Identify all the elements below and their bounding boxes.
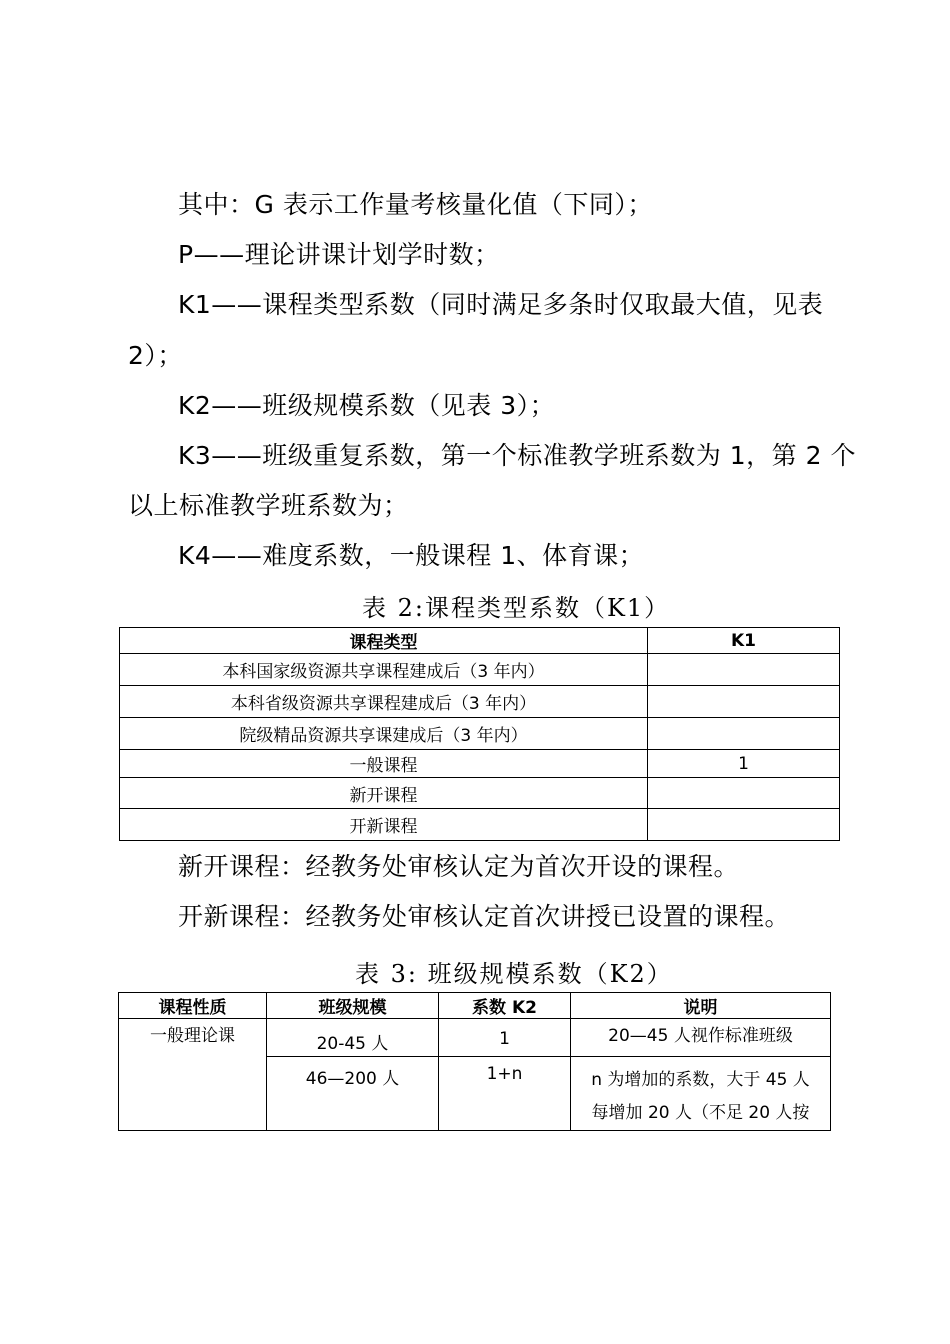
table3-desc-line: 每增加 20 人（不足 20 人按 [591,1103,810,1123]
table2-cell-type: 本科省级资源共享课程建成后（3 年内） [120,686,648,718]
table-row [120,718,840,750]
table2-course-type-coefficient [119,627,840,841]
table3-cell-desc: 20—45 人视作标准班级 [571,1019,831,1057]
table-row [120,750,840,778]
table2-cell-k1 [648,718,840,750]
paragraph-p-definition: P——理论讲课计划学时数； [178,240,500,269]
table2-caption: 表 2:课程类型系数（K1） [362,594,671,622]
table2-cell-type: 新开课程 [120,778,648,809]
table3-header-description: 说明 [571,993,831,1019]
table-row [120,686,840,718]
table-row [120,778,840,809]
paragraph-k3-definition: K3——班级重复系数，第一个标准教学班系数为 1，第 2 个 [178,441,856,470]
table3-header-course-nature: 课程性质 [119,993,267,1019]
paragraph-k2-definition: K2——班级规模系数（见表 3）； [178,391,556,420]
table-row [120,654,840,686]
table2-header-k1: K1 [648,628,840,654]
table3-cell-desc [571,1057,831,1131]
table3-cell-size: 20-45 人 [267,1019,439,1057]
table2-cell-type: 开新课程 [120,809,648,841]
table3-cell-course-type: 一般理论课 [119,1019,267,1131]
table2-cell-type: 一般课程 [120,750,648,778]
paragraph-g-definition: 其中：G 表示工作量考核量化值（下同）； [178,190,653,219]
table2-cell-k1 [648,654,840,686]
note-new-course: 新开课程：经教务处审核认定为首次开设的课程。 [178,852,740,881]
table2-cell-k1 [648,809,840,841]
table3-desc-line: n 为增加的系数，大于 45 人 [591,1070,810,1090]
table3-header-k2: 系数 K2 [439,993,571,1019]
paragraph-k3-definition-cont: 以上标准教学班系数为； [128,491,409,520]
note-newly-taught-course: 开新课程：经教务处审核认定首次讲授已设置的课程。 [178,902,791,931]
table-row [119,1019,831,1057]
paragraph-k1-definition-cont: 2）； [128,341,183,370]
table3-cell-coef: 1+n [439,1057,571,1131]
table2-header-course-type: 课程类型 [120,628,648,654]
table3-header-class-size: 班级规模 [267,993,439,1019]
table-row [120,809,840,841]
table2-cell-k1 [648,686,840,718]
table3-cell-coef: 1 [439,1019,571,1057]
table2-cell-type: 院级精品资源共享课建成后（3 年内） [120,718,648,750]
table2-cell-k1 [648,778,840,809]
table3-cell-size: 46—200 人 [267,1057,439,1131]
paragraph-k1-definition: K1——课程类型系数（同时满足多条时仅取最大值，见表 [178,290,824,319]
table3-class-size-coefficient [118,992,831,1131]
paragraph-k4-definition: K4——难度系数，一般课程 1、体育课； [178,541,645,570]
table2-cell-type: 本科国家级资源共享课程建成后（3 年内） [120,654,648,686]
table2-cell-k1: 1 [648,750,840,778]
table3-caption: 表 3: 班级规模系数（K2） [355,960,673,988]
